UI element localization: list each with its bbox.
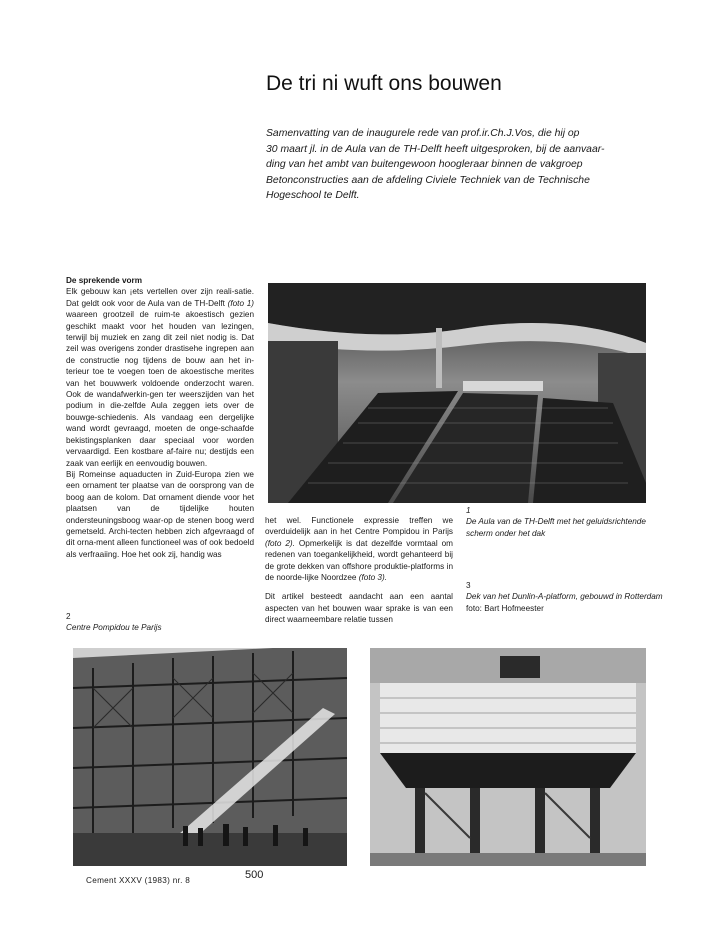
article-summary — [266, 126, 638, 204]
paragraph: Bij Romeinse aquaducten in Zuid-Europa zien we een ornament ter plaatse van de oorsprong van de boog aan de kolom. Dat ornament diende voor het plaatsen van de tijdelijke houten ondersteuningsboog waar-op de stenen boog werd gemetseld. Archi-tecten hebben zich afgevraagd of dit orna-ment alleen functioneel was of ook bedoeld als verfraaiing. Hoe het ook zij, handig was — [66, 469, 254, 559]
photo-dunlin-a-platform — [370, 648, 646, 866]
summary-line: 30 maart jl. in de Aula van de TH-Delft heeft uitgesproken, bij de aanvaar- — [266, 143, 605, 155]
summary-line: Betonconstructies aan de afdeling Civiele Techniek van de Technische — [266, 174, 590, 186]
caption-number: 3 — [466, 581, 471, 590]
caption-text: De Aula van de TH-Delft met het geluidsrichtende scherm onder het dak — [466, 517, 646, 538]
photo-centre-pompidou — [73, 648, 347, 866]
paragraph-text: Elk gebouw kan ¡ets vertellen over zijn reali-satie. Dat geldt ook voor de Aula van de TH-Delft — [66, 287, 254, 308]
paragraph-text: het wel. Functionele expressie treffen we overduidelijk aan in het Centre Pompidou in Parijs — [265, 516, 453, 537]
photo-aula-th-delft — [268, 283, 646, 503]
caption-number: 1 — [466, 506, 471, 515]
photo-reference: (foto 1) — [227, 298, 254, 308]
article-title: De tri ni wuft ons bouwen — [266, 72, 502, 95]
page-number: 500 — [245, 869, 264, 881]
text-column-2 — [265, 515, 453, 626]
summary-line: Samenvatting van de inaugurele rede van prof.ir.Ch.J.Vos, die hij op — [266, 128, 580, 139]
caption-text: Centre Pompidou te Parijs — [66, 623, 162, 633]
journal-footer: Cement XXXV (1983) nr. 8 — [86, 876, 191, 885]
paragraph-text: Opmerkelijk is dat dezelfde vormtaal om redenen van toegankelijkheid, wordt gehanteerd bij de grote dekken van offshore produktie-platforms in de noorde-lijke Noordzee — [265, 538, 454, 583]
paragraph-text: waareen grootzeil de ruim-te akoestisch gezien geschikt maakt voor het houden van lezingen, terwijl bij muziek en zang dit zeil niet nodig is. Dat zeil was overigens zonder drastisehe ingrepen aan de constructie nog tijdens de bouw aan het in-terieur toe te voegen toen de akoestische merites van het bouwwerk voldoende onderzocht waren. Ook de wandafwerkin-gen ter weerszijden van het podium in die-zelfde Aula zeggen iets over de bouwge-schiedenis. Als vandaag een dergelijke wand wordt gevraagd, moeten de onge-schaafde bekistingsplanken daar speciaal voor worden vervaardigd. Een kostbare af-faire nu; destijds een zaak van eerlijk en eenvoudig bouwen. — [66, 310, 254, 468]
caption-number: 2 — [66, 612, 71, 621]
caption-photo-1 — [466, 505, 666, 539]
paragraph — [66, 286, 254, 469]
section-heading: De sprekende vorm — [66, 276, 142, 285]
caption-photo-2 — [66, 611, 266, 634]
summary-line: Hogeschool te Delft. — [266, 190, 360, 202]
photo-reference: (foto 3). — [358, 573, 387, 583]
text-column-1 — [66, 275, 254, 560]
photo-reference: (foto 2). — [265, 538, 295, 548]
paragraph: Dit artikel besteedt aandacht aan een aantal aspecten van het bouwen waar sprake is van een direct waarneembare relatie tussen — [265, 592, 453, 625]
caption-photo-3 — [466, 580, 666, 614]
caption-text: Dek van het Dunlin-A-platform, gebouwd in Rotterdam — [466, 592, 663, 602]
summary-line: ding van het ambt van buitengewoon hoogleraar binnen de vakgroep — [266, 159, 583, 171]
paragraph — [265, 515, 453, 583]
photo-credit: foto: Bart Hofmeester — [466, 603, 544, 613]
